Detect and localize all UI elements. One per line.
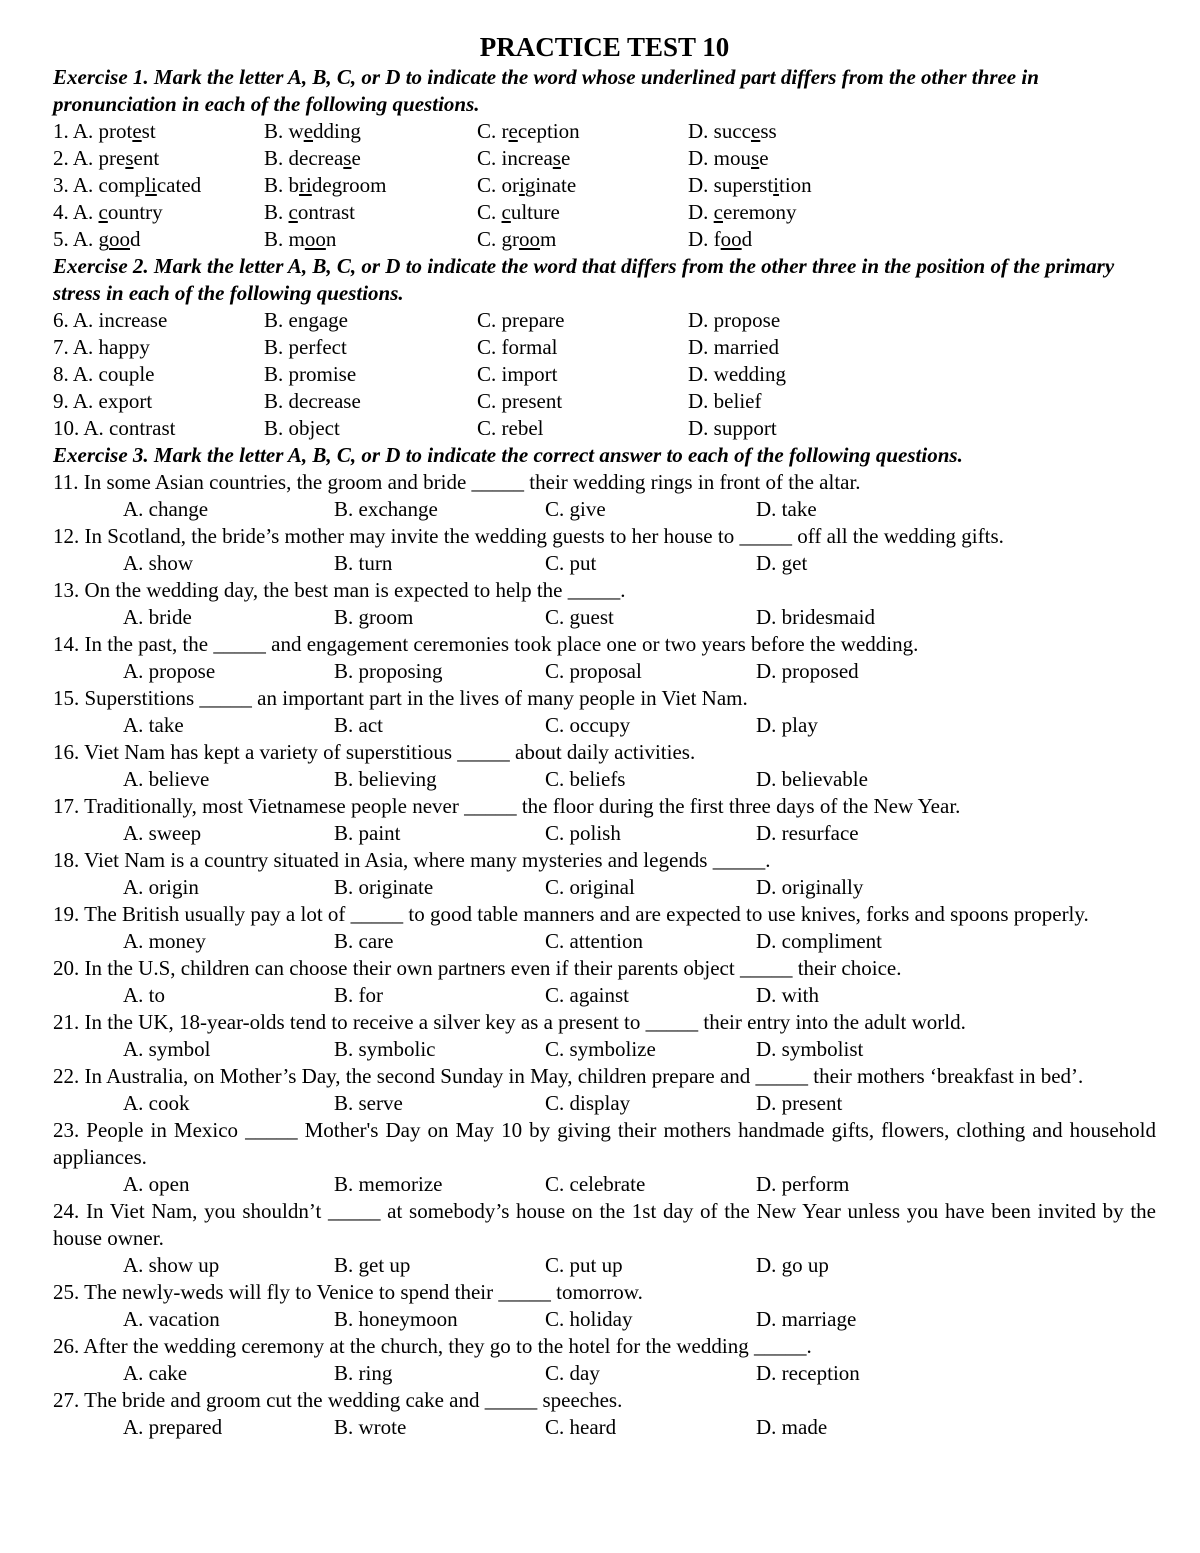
option-text: B. [264, 200, 289, 224]
answer-options [53, 1414, 1156, 1441]
underlined-part: e [303, 119, 314, 143]
answer-options [53, 1171, 1156, 1198]
option-a: A. cook [123, 1091, 190, 1115]
question-row [53, 199, 1156, 226]
underlined-part: i [519, 173, 525, 197]
option-a: A. to [123, 983, 165, 1007]
option-d: D. present [756, 1091, 843, 1115]
question-text: 11. In some Asian countries, the groom and bride _____ their wedding rings in front of the altar. [53, 470, 861, 494]
underlined-part: s [552, 146, 561, 170]
option-c: C. import [477, 362, 558, 386]
option-text: B. m [264, 227, 305, 251]
option-a: 9. A. export [53, 389, 153, 413]
option-b: B. paint [334, 821, 401, 845]
option-text: tion [779, 173, 812, 197]
option-c [477, 145, 688, 172]
option-text: B. decrea [264, 146, 344, 170]
option-b: B. honeymoon [334, 1307, 458, 1331]
answer-options [53, 1252, 1156, 1279]
option-d: D. believable [756, 767, 868, 791]
answer-options [53, 1036, 1156, 1063]
option-c: C. beliefs [545, 767, 626, 791]
option-a: A. take [123, 713, 184, 737]
option-text: eremony [723, 200, 797, 224]
question-number: 4. [53, 200, 69, 224]
question-text: 15. Superstitions _____ an important part in the lives of many people in Viet Nam. [53, 686, 748, 710]
option-c: C. holiday [545, 1307, 633, 1331]
question-item [53, 1063, 1156, 1117]
option-a: A. sweep [123, 821, 202, 845]
option-text: ss [760, 119, 777, 143]
option-c [477, 172, 688, 199]
option-c: C. original [545, 875, 635, 899]
option-c [477, 118, 688, 145]
option-c: C. formal [477, 335, 558, 359]
option-b: B. for [334, 983, 383, 1007]
page-title: PRACTICE TEST 10 [479, 32, 730, 62]
underlined-part: s [751, 146, 760, 170]
question-text: 14. In the past, the _____ and engagement ceremonies took place one or two years before the wedding. [53, 632, 919, 656]
option-a: A. show up [123, 1253, 220, 1277]
answer-options [53, 604, 1156, 631]
answer-options [53, 820, 1156, 847]
question-row [53, 388, 1156, 415]
underlined-part: ri [299, 173, 312, 197]
question-row [53, 361, 1156, 388]
question-text: 19. The British usually pay a lot of _____ to good table manners and are expected to use knives, forks and spoons properly. [53, 902, 1089, 926]
option-d: D. belief [688, 389, 762, 413]
option-d [688, 199, 888, 226]
option-d [688, 172, 888, 199]
option-b [264, 172, 477, 199]
option-d: D. originally [756, 875, 864, 899]
option-b: B. proposing [334, 659, 443, 683]
option-b: B. believing [334, 767, 437, 791]
option-text: A. g [72, 227, 110, 251]
question-item [53, 1009, 1156, 1063]
option-b: B. groom [334, 605, 414, 629]
option-c: C. symbolize [545, 1037, 656, 1061]
option-b: B. turn [334, 551, 393, 575]
option-c: C. prepare [477, 308, 565, 332]
option-a: A. change [123, 497, 209, 521]
underlined-part: oo [720, 227, 742, 251]
underlined-part: e [750, 119, 761, 143]
option-a [53, 226, 264, 253]
option-text: ception [517, 119, 580, 143]
option-text: B. w [264, 119, 304, 143]
question-text: 22. In Australia, on Mother’s Day, the second Sunday in May, children prepare and _____ their mothers ‘breakfast in bed’. [53, 1064, 1084, 1088]
option-a: A. cake [123, 1361, 188, 1385]
question-text: 17. Traditionally, most Vietnamese people never _____ the floor during the first three days of the New Year. [53, 794, 961, 818]
option-d: D. get [756, 551, 808, 575]
option-a: 7. A. happy [53, 335, 150, 359]
question-row [53, 172, 1156, 199]
question-text: 25. The newly-weds will fly to Venice to spend their _____ tomorrow. [53, 1280, 643, 1304]
option-text: e [560, 146, 571, 170]
option-a: A. believe [123, 767, 210, 791]
option-c: C. give [545, 497, 606, 521]
option-text: C. increa [477, 146, 553, 170]
underlined-part: oo [109, 227, 131, 251]
option-d: D. compliment [756, 929, 882, 953]
option-text: d [130, 227, 141, 251]
question-number: 5. [53, 227, 69, 251]
question-text: 27. The bride and groom cut the wedding cake and _____ speeches. [53, 1388, 623, 1412]
answer-options [53, 1090, 1156, 1117]
option-text: D. succ [688, 119, 751, 143]
option-text: A. [72, 200, 99, 224]
question-item [53, 1117, 1156, 1198]
question-text: 21. In the UK, 18-year-olds tend to receive a silver key as a present to _____ their entry into the adult world. [53, 1010, 966, 1034]
option-a: A. open [123, 1172, 190, 1196]
option-b: B. engage [264, 308, 348, 332]
underlined-part: s [125, 146, 134, 170]
option-text: cated [156, 173, 202, 197]
option-a: A. symbol [123, 1037, 211, 1061]
option-a: 6. A. increase [53, 308, 168, 332]
option-text: B. b [264, 173, 300, 197]
option-b [264, 226, 477, 253]
option-c: C. rebel [477, 416, 544, 440]
option-d: D. go up [756, 1253, 829, 1277]
option-b: B. wrote [334, 1415, 407, 1439]
option-c [477, 199, 688, 226]
option-c: C. guest [545, 605, 614, 629]
exercise-3-instruction: Exercise 3. Mark the letter A, B, C, or D to indicate the correct answer to each of the following questions. [53, 443, 963, 467]
question-row [53, 118, 1156, 145]
option-d: D. symbolist [756, 1037, 864, 1061]
question-text: 12. In Scotland, the bride’s mother may invite the wedding guests to her house to _____ off all the wedding gifts. [53, 524, 1004, 548]
question-number: 3. [53, 173, 69, 197]
option-d: D. made [756, 1415, 828, 1439]
underlined-part: c [98, 200, 108, 224]
option-c: C. attention [545, 929, 643, 953]
option-a: A. prepared [123, 1415, 223, 1439]
question-number: 2. [53, 146, 69, 170]
option-d: D. bridesmaid [756, 605, 875, 629]
option-text: D. mou [688, 146, 751, 170]
option-a: A. propose [123, 659, 216, 683]
option-c: C. present [477, 389, 563, 413]
option-b [264, 199, 477, 226]
option-c: C. display [545, 1091, 631, 1115]
option-b: B. decrease [264, 389, 361, 413]
option-d: D. resurface [756, 821, 859, 845]
option-b: B. serve [334, 1091, 403, 1115]
exercise-2-list [53, 307, 1156, 442]
question-item [53, 1279, 1156, 1333]
option-text: e [351, 146, 361, 170]
answer-options [53, 766, 1156, 793]
option-c: C. occupy [545, 713, 631, 737]
option-c: C. celebrate [545, 1172, 646, 1196]
question-number: 1. [53, 119, 69, 143]
option-d: D. perform [756, 1172, 850, 1196]
option-c: C. against [545, 983, 629, 1007]
question-text: 16. Viet Nam has kept a variety of superstitious _____ about daily activities. [53, 740, 696, 764]
option-b: B. act [334, 713, 383, 737]
option-c: C. polish [545, 821, 621, 845]
question-item [53, 793, 1156, 847]
option-a: 10. A. contrast [53, 416, 176, 440]
answer-options [53, 1360, 1156, 1387]
option-text: ginate [524, 173, 577, 197]
underlined-part: s [343, 146, 352, 170]
option-a [53, 199, 264, 226]
question-item [53, 469, 1156, 523]
option-d: D. with [756, 983, 819, 1007]
option-text: C. [477, 200, 502, 224]
option-d: D. play [756, 713, 818, 737]
option-text: ent [133, 146, 160, 170]
option-text: dding [313, 119, 361, 143]
option-d: D. wedding [688, 362, 786, 386]
option-d [688, 118, 888, 145]
option-a: A. origin [123, 875, 199, 899]
question-item [53, 901, 1156, 955]
option-d: D. proposed [756, 659, 859, 683]
question-row [53, 307, 1156, 334]
option-text: D. superst [688, 173, 774, 197]
question-text: 26. After the wedding ceremony at the church, they go to the hotel for the wedding _____. [53, 1334, 812, 1358]
option-text: D. f [688, 227, 721, 251]
option-b: B. ring [334, 1361, 393, 1385]
answer-options [53, 982, 1156, 1009]
question-text: 20. In the U.S, children can choose their own partners even if their parents object _____ their choice. [53, 956, 902, 980]
answer-options [53, 496, 1156, 523]
question-text: 13. On the wedding day, the best man is expected to help the _____. [53, 578, 626, 602]
option-b: B. memorize [334, 1172, 443, 1196]
option-text: d [741, 227, 753, 251]
option-c: C. put [545, 551, 597, 575]
option-text: degroom [311, 173, 387, 197]
option-b [264, 118, 477, 145]
option-c: C. heard [545, 1415, 617, 1439]
option-a [53, 145, 264, 172]
exercise-1-instruction: Exercise 1. Mark the letter A, B, C, or D to indicate the word whose underlined part differs from the other three in pronunciation in each of the following questions. [53, 65, 1039, 116]
option-text: ountry [107, 200, 163, 224]
underlined-part: i [773, 173, 780, 197]
option-b: B. care [334, 929, 394, 953]
question-row [53, 415, 1156, 442]
question-item [53, 1387, 1156, 1441]
question-item [53, 577, 1156, 631]
underlined-part: oo [519, 227, 540, 251]
answer-options [53, 550, 1156, 577]
question-item [53, 1198, 1156, 1279]
question-text: 24. In Viet Nam, you shouldn’t _____ at somebody’s house on the 1st day of the New Year unless you have been invited by the house owner. [53, 1199, 1156, 1250]
underlined-part: c [288, 200, 298, 224]
option-b: B. exchange [334, 497, 438, 521]
exercise-3-list [53, 469, 1156, 1441]
underlined-part: c [501, 200, 511, 224]
option-text: A. comp [72, 173, 146, 197]
option-a: A. bride [123, 605, 192, 629]
option-a [53, 172, 264, 199]
question-row [53, 145, 1156, 172]
question-item [53, 847, 1156, 901]
question-item [53, 631, 1156, 685]
option-c: C. day [545, 1361, 600, 1385]
option-d: D. marriage [756, 1307, 857, 1331]
option-c: C. proposal [545, 659, 642, 683]
option-c: C. put up [545, 1253, 623, 1277]
question-text: 23. People in Mexico _____ Mother's Day on May 10 by giving their mothers handmade gifts, flowers, clothing and household appliances. [53, 1118, 1156, 1169]
option-text: A. pre [72, 146, 126, 170]
answer-options [53, 928, 1156, 955]
question-item [53, 685, 1156, 739]
option-d [688, 226, 888, 253]
option-text: ulture [510, 200, 560, 224]
exercise-2-instruction: Exercise 2. Mark the letter A, B, C, or D to indicate the word that differs from the other three in the position of the primary stress in each of the following questions. [53, 254, 1115, 305]
option-text: C. gr [477, 227, 519, 251]
option-a: A. money [123, 929, 206, 953]
option-d [688, 145, 888, 172]
option-a [53, 118, 264, 145]
underlined-part: c [713, 200, 723, 224]
option-a: A. show [123, 551, 194, 575]
option-b [264, 145, 477, 172]
option-text: e [759, 146, 769, 170]
option-a: A. vacation [123, 1307, 220, 1331]
answer-options [53, 1306, 1156, 1333]
underlined-part: oo [304, 227, 326, 251]
option-b: B. perfect [264, 335, 347, 359]
option-d: D. reception [756, 1361, 860, 1385]
option-b: B. originate [334, 875, 434, 899]
underlined-part: e [508, 119, 518, 143]
option-b: B. object [264, 416, 340, 440]
option-d: D. take [756, 497, 817, 521]
answer-options [53, 874, 1156, 901]
question-row [53, 226, 1156, 253]
question-item [53, 1333, 1156, 1387]
option-text: A. prot [72, 119, 133, 143]
option-text: m [540, 227, 557, 251]
question-item [53, 955, 1156, 1009]
option-d: D. propose [688, 308, 781, 332]
question-row [53, 334, 1156, 361]
option-d: D. support [688, 416, 777, 440]
option-d: D. married [688, 335, 779, 359]
option-b: B. symbolic [334, 1037, 436, 1061]
answer-options [53, 658, 1156, 685]
exercise-1-list [53, 118, 1156, 253]
option-text: C. or [477, 173, 519, 197]
answer-options [53, 712, 1156, 739]
option-text: C. r [477, 119, 509, 143]
option-text: ontrast [297, 200, 355, 224]
option-text: D. [688, 200, 714, 224]
option-a: 8. A. couple [53, 362, 155, 386]
question-item [53, 523, 1156, 577]
underlined-part: li [145, 173, 157, 197]
option-b: B. get up [334, 1253, 411, 1277]
option-b: B. promise [264, 362, 357, 386]
question-text: 18. Viet Nam is a country situated in Asia, where many mysteries and legends _____. [53, 848, 771, 872]
underlined-part: e [132, 119, 142, 143]
option-c [477, 226, 688, 253]
option-text: n [325, 227, 337, 251]
question-item [53, 739, 1156, 793]
option-text: st [141, 119, 156, 143]
